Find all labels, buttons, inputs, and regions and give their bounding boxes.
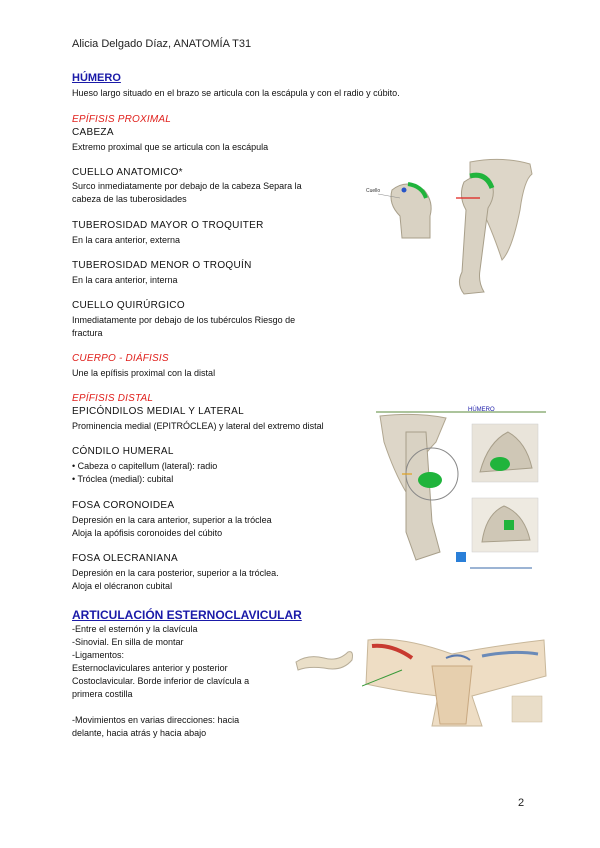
- figure-label: HÚMERO: [468, 407, 495, 413]
- art-line: -Movimientos en varias direcciones: hacia: [72, 715, 240, 725]
- item-label: TUBEROSIDAD MENOR O TROQUÍN: [72, 260, 252, 271]
- item-text: cabeza de las tuberosidades: [72, 194, 187, 204]
- humero-intro: Hueso largo situado en el brazo se articula con la escápula y con el radio y cúbito.: [72, 88, 400, 98]
- art-line: Costoclavicular. Borde inferior de clavícula a: [72, 676, 250, 686]
- figure-distal-humerus: [376, 402, 546, 574]
- proximal-heading: EPÍFISIS PROXIMAL: [72, 114, 171, 125]
- art-line: -Ligamentos:: [72, 650, 125, 660]
- item-label: CABEZA: [72, 127, 114, 138]
- articulacion-title: ARTICULACIÓN ESTERNOCLAVICULAR: [72, 608, 302, 622]
- inset-humeral-head: [391, 184, 431, 238]
- item-text: fractura: [72, 328, 103, 338]
- cuerpo-text: Une la epífisis proximal con la distal: [72, 368, 216, 378]
- figure-sternoclavicular: [362, 636, 548, 728]
- inset-small-label: Cuello: [366, 188, 381, 194]
- humero-title: HÚMERO: [72, 72, 121, 84]
- page-number: 2: [518, 797, 525, 809]
- item-text: Depresión en la cara posterior, superior a la tróclea.: [72, 568, 279, 578]
- item-label: FOSA CORONOIDEA: [72, 500, 175, 511]
- item-label: FOSA OLECRANIANA: [72, 553, 178, 564]
- item-label: CUELLO ANATOMICO*: [72, 167, 183, 178]
- item-text: • Cabeza o capitellum (lateral): radio: [72, 461, 218, 471]
- item-label: EPICÓNDILOS MEDIAL Y LATERAL: [72, 406, 244, 417]
- item-text: En la cara anterior, interna: [72, 275, 178, 285]
- item-label: CUELLO QUIRÚRGICO: [72, 300, 185, 311]
- distal-heading: EPÍFISIS DISTAL: [72, 393, 154, 404]
- item-text: Depresión en la cara anterior, superior a la tróclea: [72, 515, 272, 525]
- item-text: En la cara anterior, externa: [72, 235, 181, 245]
- item-text: • Tróclea (medial): cubital: [72, 474, 174, 484]
- item-label: TUBEROSIDAD MAYOR O TROQUITER: [72, 220, 264, 231]
- humerus-shape: [459, 176, 493, 294]
- art-line: primera costilla: [72, 689, 133, 699]
- item-text: Aloja el olécranon cubital: [72, 581, 173, 591]
- page-header: Alicia Delgado Díaz, ANATOMÍA T31: [72, 38, 252, 50]
- art-line: Esternoclaviculares anterior y posterior: [72, 663, 228, 673]
- figure-clavicle: [294, 640, 354, 680]
- item-text: Inmediatamente por debajo de los tubérculos Riesgo de: [72, 315, 296, 325]
- item-text: Aloja la apófisis coronoides del cúbito: [72, 528, 223, 538]
- cuerpo-heading: CUERPO - DIÁFISIS: [72, 353, 169, 364]
- item-text: Surco inmediatamente por debajo de la cabeza Separa la: [72, 181, 302, 191]
- figure-shoulder-humerus: [352, 150, 548, 310]
- art-line: -Sinovial. En silla de montar: [72, 637, 184, 647]
- item-label: CÓNDILO HUMERAL: [72, 446, 174, 457]
- art-line: delante, hacia atrás y hacia abajo: [72, 728, 207, 738]
- art-line: -Entre el esternón y la clavícula: [72, 624, 198, 634]
- item-text: Prominencia medial (EPITRÓCLEA) y lateral del extremo distal: [72, 421, 324, 431]
- item-text: Extremo proximal que se articula con la escápula: [72, 142, 269, 152]
